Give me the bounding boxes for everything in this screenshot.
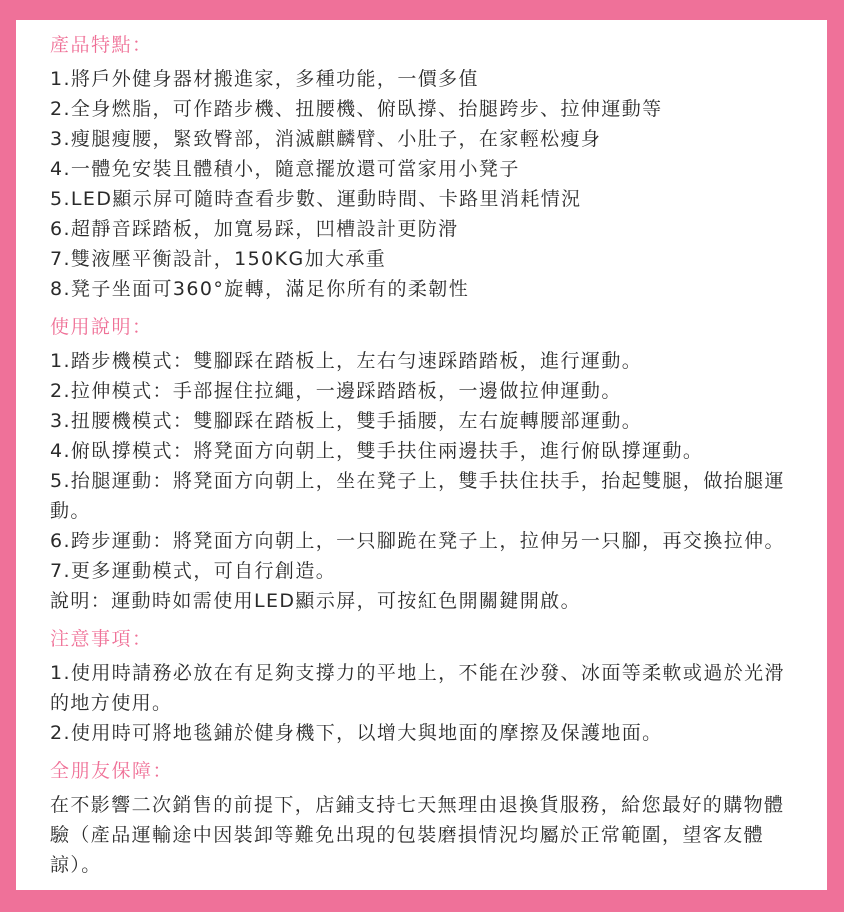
feature-item: 4.一體免安裝且體積小，隨意擺放還可當家用小凳子 (50, 158, 520, 180)
notes-heading: 注意事項： (50, 628, 153, 650)
usage-item: 4.俯臥撐模式：將凳面方向朝上，雙手扶住兩邊扶手，進行俯臥撐運動。 (50, 440, 704, 462)
usage-item: 3.扭腰機模式：雙腳踩在踏板上，雙手插腰，左右旋轉腰部運動。 (50, 410, 643, 432)
warranty-text: 在不影響二次銷售的前提下，店鋪支持七天無理由退換貨服務，給您最好的購物體驗（產品運輸途中因裝卸等難免出現的包裝磨損情況均屬於正常範圍，望客友體諒）。 (50, 794, 785, 876)
note-item: 1.使用時請務必放在有足夠支撐力的平地上，不能在沙發、冰面等柔軟或過於光滑的地方使用。 (50, 662, 785, 714)
feature-item: 1.將戶外健身器材搬進家，多種功能，一價多值 (50, 68, 479, 90)
warranty-heading: 全朋友保障： (50, 760, 174, 782)
feature-item: 7.雙液壓平衡設計，150KG加大承重 (50, 248, 387, 270)
usage-item: 2.拉伸模式：手部握住拉繩，一邊踩踏踏板，一邊做拉伸運動。 (50, 380, 622, 402)
feature-item: 3.瘦腿瘦腰，緊致臀部，消滅麒麟臂、小肚子，在家輕松瘦身 (50, 128, 602, 150)
usage-heading: 使用說明： (50, 316, 153, 338)
note-item: 2.使用時可將地毯鋪於健身機下，以增大與地面的摩擦及保護地面。 (50, 722, 663, 744)
feature-item: 6.超靜音踩踏板，加寬易踩，凹槽設計更防滑 (50, 218, 459, 240)
notes-section (50, 626, 793, 748)
warranty-section (50, 758, 793, 880)
feature-item: 8.凳子坐面可360°旋轉，滿足你所有的柔韌性 (50, 278, 470, 300)
usage-item: 7.更多運動模式，可自行創造。 (50, 560, 337, 582)
usage-item: 說明：運動時如需使用LED顯示屏，可按紅色開關鍵開啟。 (50, 590, 582, 612)
features-section (50, 32, 793, 304)
usage-section (50, 314, 793, 616)
usage-item: 6.跨步運動：將凳面方向朝上，一只腳跪在凳子上，拉伸另一只腳，再交換拉伸。 (50, 530, 785, 552)
usage-item: 1.踏步機模式：雙腳踩在踏板上，左右勻速踩踏踏板，進行運動。 (50, 350, 643, 372)
features-heading: 產品特點： (50, 34, 153, 56)
content-card (16, 20, 827, 890)
feature-item: 5.LED顯示屏可隨時查看步數、運動時間、卡路里消耗情況 (50, 188, 582, 210)
usage-item: 5.抬腿運動：將凳面方向朝上，坐在凳子上，雙手扶住扶手，抬起雙腿，做抬腿運動。 (50, 470, 785, 522)
feature-item: 2.全身燃脂，可作踏步機、扭腰機、俯臥撐、抬腿跨步、拉伸運動等 (50, 98, 663, 120)
